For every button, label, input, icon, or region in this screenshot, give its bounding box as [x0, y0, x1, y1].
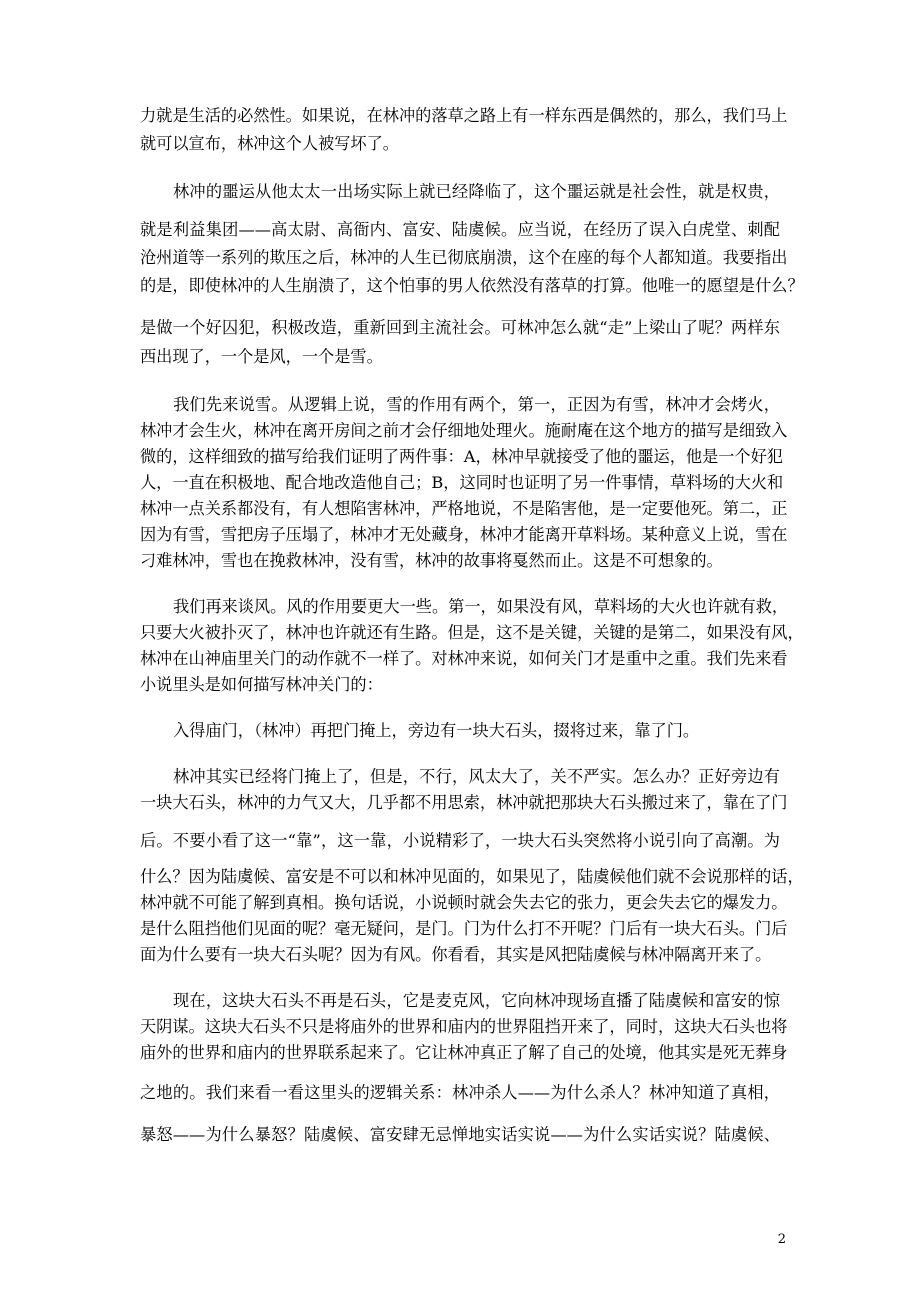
- text-line: 一块大石头，林冲的力气又大，几乎都不用思索，林冲就把那块大石头搬过来了，靠在了门: [140, 793, 788, 812]
- novel-quote: 入得庙门，（林冲）再把门掩上，旁边有一块大石头，掇将过来，靠了门。: [173, 721, 700, 740]
- text-line: 小说里头是如何描写林冲关门的：: [140, 675, 383, 694]
- text-line: 之地的。我们来看一看这里头的逻辑关系：林冲杀人——为什么杀人？林冲知道了真相，: [140, 1083, 780, 1102]
- text-line: 只要大火被扑灭了，林冲也许就还有生路。但是，这不是关键，关键的是第二，如果没有风，: [140, 623, 804, 642]
- paragraph-first-line: 林冲的噩运从他太太一出场实际上就已经降临了，这个噩运就是社会性，就是权贵，: [173, 182, 780, 201]
- text-line: 力就是生活的必然性。如果说，在林冲的落草之路上有一样东西是偶然的，那么，我们马上: [140, 106, 788, 125]
- text-line: 微的，这样细致的描写给我们证明了两件事：A，林冲早就接受了他的噩运，他是一个好犯: [140, 447, 783, 466]
- text-line: 林冲才会生火，林冲在离开房间之前才会仔细地处理火。施耐庵在这个地方的描写是细致入: [140, 421, 788, 440]
- text-line: 是做一个好囚犯，积极改造，重新回到主流社会。可林冲怎么就“走”上梁山了呢？两样东: [140, 318, 780, 337]
- text-line: 沧州道等一系列的欺压之后，林冲的人生已彻底崩溃，这个在座的每个人都知道。我要指出: [140, 248, 788, 267]
- text-line: 后。不要小看了这一“靠”，这一靠，小说精彩了，一块大石头突然将小说引向了高潮。为: [140, 831, 780, 850]
- text-line: 是什么阻挡他们见面的呢？毫无疑问，是门。门为什么打不开呢？门后有一块大石头。门后: [140, 919, 788, 938]
- text-line: 就是利益集团——高太尉、高衙内、富安、陆虞候。应当说，在经历了误入白虎堂、刺配: [140, 220, 780, 239]
- text-line: 天阴谋。这块大石头不只是将庙外的世界和庙内的世界阻挡开来了，同时，这块大石头也将: [140, 1017, 788, 1036]
- text-line: 庙外的世界和庙内的世界联系起来了。它让林冲真正了解了自己的处境，他其实是死无葬身: [140, 1043, 788, 1062]
- paragraph-first-line: 林冲其实已经将门掩上了，但是，不行，风太大了，关不严实。怎么办？正好旁边有: [173, 767, 780, 786]
- text-line: 面为什么要有一块大石头呢？因为有风。你看看，其实是风把陆虞候与林冲隔离开来了。: [140, 945, 772, 964]
- text-line: 林冲在山神庙里关门的动作就不一样了。对林冲来说，如何关门才是重中之重。我们先来看: [140, 649, 788, 668]
- text-line: 刁难林冲，雪也在挽救林冲，没有雪，林冲的故事将戛然而止。这是不可想象的。: [140, 551, 723, 570]
- text-line: 西出现了，一个是风，一个是雪。: [140, 347, 383, 366]
- text-line: 因为有雪，雪把房子压塌了，林冲才无处藏身，林冲才能离开草料场。某种意义上说，雪在: [140, 525, 788, 544]
- text-line: 什么？因为陆虞候、富安是不可以和林冲见面的，如果见了，陆虞候他们就不会说那样的话，: [140, 867, 804, 886]
- text-line: 暴怒——为什么暴怒？陆虞候、富安肆无忌惮地实话实说——为什么实话实说？陆虞候、: [140, 1125, 780, 1144]
- text-line: 的是，即使林冲的人生崩溃了，这个怕事的男人依然没有落草的打算。他唯一的愿望是什么？: [140, 276, 804, 295]
- text-line: 就可以宣布，林冲这个人被写坏了。: [140, 134, 399, 153]
- paragraph-first-line: 我们再来谈风。风的作用要更大一些。第一，如果没有风，草料场的大火也许就有救，: [173, 597, 789, 616]
- paragraph-first-line: 现在，这块大石头不再是石头，它是麦克风，它向林冲现场直播了陆虞候和富安的惊: [173, 991, 780, 1010]
- text-line: 林冲就不可能了解到真相。换句话说，小说顿时就会失去它的张力，更会失去它的爆发力。: [140, 893, 788, 912]
- paragraph-first-line: 我们先来说雪。从逻辑上说，雪的作用有两个，第一，正因为有雪，林冲才会烤火，: [173, 395, 780, 414]
- page-number: 2: [777, 1232, 786, 1247]
- text-line: 林冲一点关系都没有，有人想陷害林冲，严格地说，不是陷害他，是一定要他死。第二，正: [140, 499, 788, 518]
- text-line: 人，一直在积极地、配合地改造他自己；B，这同时也证明了另一件事情，草料场的大火和: [140, 473, 784, 492]
